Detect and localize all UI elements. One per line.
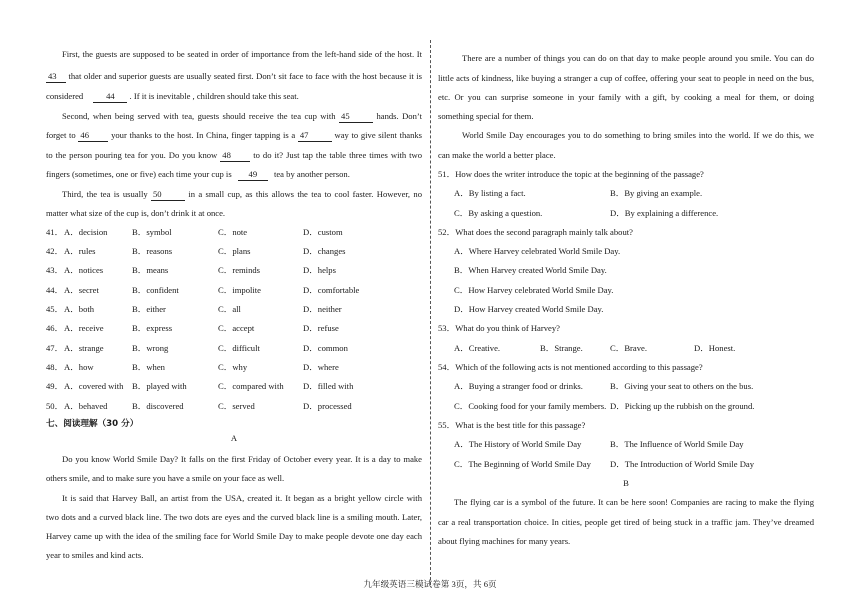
question-number: 45． — [46, 304, 64, 314]
paragraph-line: can make the world a better place. — [438, 150, 556, 160]
option-d: D．common — [303, 343, 348, 353]
text: to do it? Just tap the table three times with two — [253, 150, 423, 160]
option-b[interactable]: B．When Harvey created World Smile Day. — [454, 265, 607, 275]
paragraph-line: others smile, and to make sure you have a smile on your face as well. — [46, 473, 285, 483]
option-d: D．helps — [303, 265, 336, 275]
paragraph-line: Do you know World Smile Day? It falls on the first Friday of October every year. It is a day to make — [62, 454, 422, 464]
option-b: B．discovered — [132, 401, 184, 411]
text: Second, when being served with tea, guests should receive the tea cup with — [62, 111, 336, 121]
paragraph-line — [46, 129, 422, 142]
option-a: A．behaved — [64, 401, 108, 411]
text: way to give silent thanks — [334, 130, 423, 140]
option-a[interactable]: A．Buying a stranger food or drinks. — [454, 381, 583, 391]
blank-49: 49 — [238, 168, 268, 181]
paragraph-line: something special for them. — [438, 111, 534, 121]
option-d: D．changes — [303, 246, 346, 256]
text: in a small cup, as this allows the tea to cool faster. However, no — [188, 189, 423, 199]
paragraph-line — [62, 110, 422, 123]
option-d[interactable]: D．Picking up the rubbish on the ground. — [610, 401, 755, 411]
option-b: B．express — [132, 323, 173, 333]
option-d: D．filled with — [303, 381, 354, 391]
question-55: 55．What is the best title for this passage? — [438, 420, 586, 430]
option-d[interactable]: D．How Harvey created World Smile Day. — [454, 304, 604, 314]
text: hands. Don’t — [376, 111, 422, 121]
text: that older and superior guests are usually seated first. Don’t sit face to face with the host because it is — [68, 71, 422, 81]
option-c: C．reminds — [218, 265, 261, 275]
option-c: C．all — [218, 304, 241, 314]
option-b: B．played with — [132, 381, 187, 391]
paragraph-line: It is said that Harvey Ball, an artist from the USA, created it. It began as a bright yellow circle with — [62, 493, 422, 503]
option-c: C．plans — [218, 246, 251, 256]
option-a[interactable]: A．Where Harvey celebrated World Smile Day. — [454, 246, 621, 256]
question-number: 46． — [46, 323, 64, 333]
option-b: B．confident — [132, 285, 179, 295]
option-d[interactable]: D．Honest. — [694, 343, 736, 353]
option-d[interactable]: D．The Introduction of World Smile Day — [610, 459, 755, 469]
option-a: A．decision — [64, 227, 108, 237]
paragraph-line — [62, 188, 422, 201]
option-c: C．why — [218, 362, 248, 372]
paragraph-line: Harvey came up with the idea of the smiling face for World Smile Day to make people devote one day each — [46, 531, 422, 541]
option-d: D．processed — [303, 401, 352, 411]
paragraph-line: World Smile Day encourages you to do something to bring smiles into the world. If we do this, we — [462, 130, 814, 140]
option-a: A．both — [64, 304, 95, 314]
option-d: D．where — [303, 362, 339, 372]
text: fingers (sometimes, one or five) each time your cup is — [46, 169, 232, 179]
passage-label-a: A — [230, 433, 238, 443]
option-a: A．rules — [64, 246, 96, 256]
paragraph-line: little acts of kindness, like buying a stranger a cup of coffee, offering your seat to people in need on the bus, — [438, 73, 814, 83]
section-title: 七、阅读理解（30 分） — [46, 419, 139, 429]
text: to the person pouring tea for you. Do you know — [46, 150, 218, 160]
option-c[interactable]: C．Brave. — [610, 343, 647, 353]
option-b: B．reasons — [132, 246, 173, 256]
option-a: A．secret — [64, 285, 99, 295]
option-b: B．either — [132, 304, 166, 314]
option-a[interactable]: A．Creative. — [454, 343, 501, 353]
text: tea by another person. — [273, 169, 350, 179]
blank-45: 45 — [339, 110, 373, 123]
column-divider — [430, 40, 431, 585]
blank-43: 43 — [46, 70, 66, 83]
option-a: A．receive — [64, 323, 104, 333]
option-b: B．symbol — [132, 227, 172, 237]
paragraph-line: car a real transportation choice. In cities, people get tired of being stuck in a traffic jam. They’ve dreamed — [438, 517, 814, 527]
option-d: D．comfortable — [303, 285, 360, 295]
option-b[interactable]: B．By giving an example. — [610, 188, 703, 198]
paragraph-line: matter what size of the cup is, don’t drink it at once. — [46, 208, 226, 218]
option-b[interactable]: B．The Influence of World Smile Day — [610, 439, 744, 449]
passage-label-b: B — [623, 478, 629, 488]
option-c[interactable]: C．How Harvey celebrated World Smile Day. — [454, 285, 614, 295]
option-d: D．refuse — [303, 323, 339, 333]
option-d: D．neither — [303, 304, 342, 314]
paragraph-line — [46, 70, 422, 83]
text: your thanks to the host. In China, finger tapping is a — [111, 130, 296, 140]
text: forget to — [46, 130, 76, 140]
question-53: 53．What do you think of Harvey? — [438, 323, 560, 333]
paragraph-line: two dots and a curved black line. The two dots are eyes and the curved black line is a smiling mouth. Later, — [46, 512, 422, 522]
option-b[interactable]: B．Strange. — [540, 343, 583, 353]
option-c: C．difficult — [218, 343, 260, 353]
blank-48: 48 — [220, 149, 250, 162]
option-c[interactable]: C．Cooking food for your family members. — [454, 401, 607, 411]
option-b: B．wrong — [132, 343, 169, 353]
text: considered — [46, 91, 84, 101]
question-number: 44． — [46, 285, 64, 295]
blank-47: 47 — [298, 129, 332, 142]
page-footer: 九年级英语三模试卷第 3页，共 6页 — [363, 579, 497, 589]
option-a[interactable]: A．The History of World Smile Day — [454, 439, 582, 449]
option-c: C．note — [218, 227, 248, 237]
question-number: 42． — [46, 246, 64, 256]
question-number: 48． — [46, 362, 64, 372]
option-a[interactable]: A．By listing a fact. — [454, 188, 526, 198]
option-d[interactable]: D．By explaining a difference. — [610, 208, 719, 218]
option-c: C．compared with — [218, 381, 284, 391]
question-number: 49． — [46, 381, 64, 391]
question-54: 54．Which of the following acts is not mentioned according to this passage? — [438, 362, 703, 372]
paragraph-line — [46, 90, 299, 103]
paragraph-line: etc. Or you can surprise someone in your family with a gift, by cooking a meal for them, or doing — [438, 92, 814, 102]
question-52: 52．What does the second paragraph mainly talk about? — [438, 227, 633, 237]
blank-44: 44 — [93, 90, 127, 103]
option-a: A．strange — [64, 343, 104, 353]
option-d: D．custom — [303, 227, 343, 237]
paragraph-line: about flying machines for many years. — [438, 536, 571, 546]
option-c[interactable]: C．The Beginning of World Smile Day — [454, 459, 591, 469]
question-number: 41． — [46, 227, 64, 237]
question-number: 47． — [46, 343, 64, 353]
question-51: 51．How does the writer introduce the topic at the beginning of the passage? — [438, 169, 704, 179]
paragraph-line — [46, 168, 350, 181]
option-a: A．how — [64, 362, 94, 372]
option-a: A．covered with — [64, 381, 124, 391]
paragraph-line — [46, 149, 422, 162]
blank-46: 46 — [78, 129, 108, 142]
option-b: B．when — [132, 362, 165, 372]
option-b: B．means — [132, 265, 169, 275]
option-a: A．notices — [64, 265, 104, 275]
paragraph-line: First, the guests are supposed to be seated in order of importance from the left-hand side of the host. It — [62, 49, 422, 59]
paragraph-line: year to smiles and kind acts. — [46, 550, 144, 560]
blank-50: 50 — [151, 188, 185, 201]
paragraph-line: There are a number of things you can do on that day to make people around you smile. You can do — [462, 53, 814, 63]
option-c: C．accept — [218, 323, 255, 333]
option-c: C．impolite — [218, 285, 261, 295]
option-b[interactable]: B．Giving your seat to others on the bus. — [610, 381, 754, 391]
option-c[interactable]: C．By asking a question. — [454, 208, 543, 218]
question-number: 43． — [46, 265, 64, 275]
text: . If it is inevitable , children should take this seat. — [129, 91, 299, 101]
paragraph-line: The flying car is a symbol of the future. It can be here soon! Companies are racing to make the flying — [454, 497, 814, 507]
question-number: 50． — [46, 401, 64, 411]
option-c: C．served — [218, 401, 255, 411]
text: Third, the tea is usually — [62, 189, 148, 199]
